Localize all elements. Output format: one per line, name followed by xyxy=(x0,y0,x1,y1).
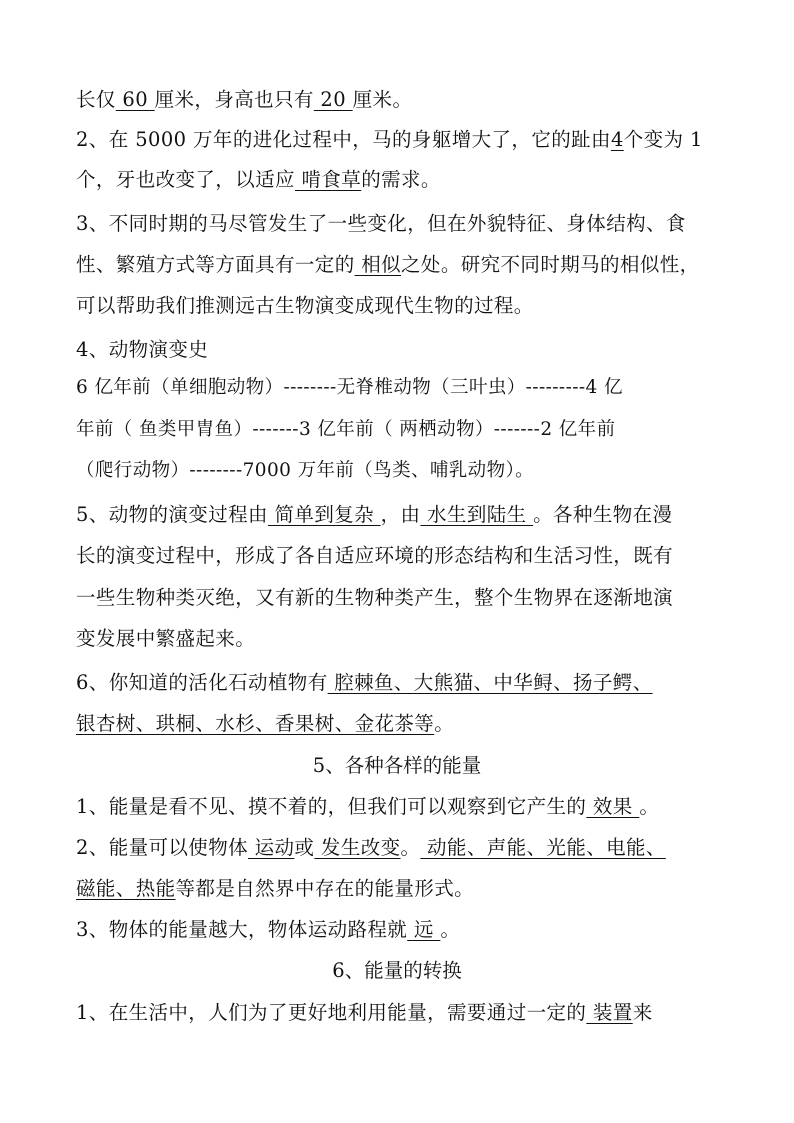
text: 6、你知道的活化石动植物有 xyxy=(76,671,328,694)
text-line xyxy=(76,501,726,529)
text: 厘米，身高也只有 xyxy=(154,88,314,111)
section-heading: 6、能量的转换 xyxy=(332,959,462,982)
text: 1、能量是看不见、摸不着的，但我们可以观察到它产生的 xyxy=(76,795,587,818)
text: 1、在生活中，人们为了更好地利用能量，需要通过一定的 xyxy=(76,1001,587,1024)
text-line xyxy=(76,916,726,944)
answer-blank: 简单到复杂 xyxy=(267,503,381,526)
answer-blank: 银杏树、珙桐、水杉、香果树、金花茶等 xyxy=(76,712,435,735)
answer-blank: 啃食草 xyxy=(294,168,362,191)
section-subheading xyxy=(76,336,726,364)
text-line xyxy=(76,251,726,279)
text-line xyxy=(76,457,726,485)
answer-blank: 相似 xyxy=(354,253,402,276)
answer-blank: 60 xyxy=(115,88,155,111)
text-line xyxy=(76,710,726,738)
text: 个，牙也改变了，以适应 xyxy=(76,168,295,191)
text-line xyxy=(76,584,726,612)
text: 4、动物演变史 xyxy=(76,338,209,361)
text: 。 xyxy=(400,836,421,859)
text: 年前（ 鱼类甲胄鱼）-------3 亿年前（ 两栖动物）-------2 亿年前 xyxy=(76,419,616,440)
text: 之处。研究不同时期马的相似性， xyxy=(401,253,700,276)
text: 5、动物的演变过程由 xyxy=(76,503,268,526)
text: 厘米。 xyxy=(352,88,413,111)
text-line xyxy=(76,374,726,402)
text-line xyxy=(76,834,726,862)
text-line xyxy=(76,875,726,903)
text: 性、繁殖方式等方面具有一定的 xyxy=(76,253,355,276)
answer-blank: 20 xyxy=(313,88,353,111)
text: 2、在 5000 万年的进化过程中，马的身躯增大了，它的趾由 xyxy=(76,128,611,151)
text-line xyxy=(76,86,726,114)
text: 3、物体的能量越大，物体运动路程就 xyxy=(76,918,408,941)
text: 长仅 xyxy=(76,88,116,111)
answer-blank: 腔棘鱼、大熊猫、中华鲟、扬子鳄、 xyxy=(327,671,653,694)
section-heading: 5、各种各样的能量 xyxy=(312,754,482,777)
text: 。各种生物在漫 xyxy=(533,503,673,526)
answer-blank: 远 xyxy=(407,918,441,941)
text: 长的演变过程中，形成了各自适应环境的形态结构和生活习性，既有 xyxy=(76,544,674,567)
text: 或 xyxy=(294,836,315,859)
text: 变发展中繁盛起来。 xyxy=(76,627,256,650)
text: 来 xyxy=(632,1001,653,1024)
text-line xyxy=(76,126,726,154)
answer-blank: 动能、声能、光能、电能、 xyxy=(420,836,666,859)
text-line xyxy=(76,669,726,697)
text-line xyxy=(76,210,726,238)
answer-blank: 4 xyxy=(610,128,624,151)
text-line xyxy=(76,542,726,570)
text: 3、不同时期的马尽管发生了一些变化，但在外貌特征、身体结构、食 xyxy=(76,212,686,235)
text: 。 xyxy=(639,795,660,818)
text-line xyxy=(76,292,726,320)
answer-blank: 装置 xyxy=(586,1001,633,1024)
text-line xyxy=(76,793,726,821)
answer-blank: 水生到陆生 xyxy=(420,503,534,526)
text: 。 xyxy=(434,712,455,735)
text: 可以帮助我们推测远古生物演变成现代生物的过程。 xyxy=(76,294,534,317)
text: 6 亿年前（单细胞动物）--------无脊椎动物（三叶虫）---------4 亿 xyxy=(76,377,623,398)
text-line xyxy=(76,625,726,653)
text-line xyxy=(76,166,726,194)
text: ，由 xyxy=(380,503,421,526)
text-line xyxy=(76,416,726,444)
answer-blank: 磁能、热能 xyxy=(76,877,176,900)
answer-blank: 效果 xyxy=(586,795,640,818)
text-line xyxy=(76,999,726,1027)
answer-blank: 发生改变 xyxy=(314,836,401,859)
text: 等都是自然界中存在的能量形式。 xyxy=(175,877,475,900)
text: （爬行动物）--------7000 万年前（鸟类、哺乳动物）。 xyxy=(76,460,535,481)
text: 2、能量可以使物体 xyxy=(76,836,249,859)
text: 的需求。 xyxy=(361,168,441,191)
text: 一些生物种类灭绝，又有新的生物种类产生，整个生物界在逐渐地演 xyxy=(76,586,674,609)
text: 个变为 1 xyxy=(623,128,703,151)
text: 。 xyxy=(440,918,461,941)
answer-blank: 运动 xyxy=(248,836,295,859)
